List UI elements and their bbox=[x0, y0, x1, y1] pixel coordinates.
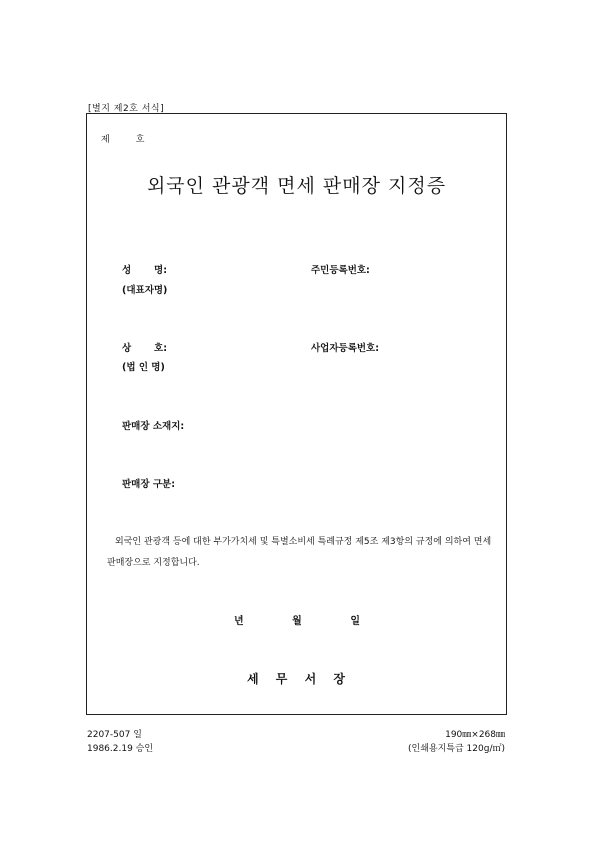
business-number-label: 사업자등록번호: bbox=[311, 343, 380, 354]
date-year-label: 년 bbox=[234, 616, 244, 627]
resident-number-label: 주민등록번호: bbox=[311, 265, 370, 276]
name-label-char1: 성 bbox=[122, 265, 132, 276]
trade-label-char2: 호: bbox=[154, 343, 167, 354]
corporation-name-label: (법 인 명) bbox=[122, 362, 165, 373]
certificate-frame bbox=[86, 113, 507, 715]
store-category-label: 판매장 구분: bbox=[122, 479, 175, 490]
name-field-label bbox=[122, 262, 167, 276]
trade-label-char1: 상 bbox=[122, 343, 132, 354]
issue-date bbox=[234, 612, 360, 627]
approval-date: 1986.2.19 승인 bbox=[87, 744, 154, 754]
date-month-label: 월 bbox=[292, 616, 302, 627]
document-number-suffix: 호 bbox=[135, 135, 145, 145]
trade-name-field-label bbox=[122, 340, 167, 354]
issuer-char-1: 세 bbox=[247, 672, 259, 686]
date-day-label: 일 bbox=[350, 616, 360, 627]
document-number-prefix: 제 bbox=[101, 135, 110, 145]
issuer-char-2: 무 bbox=[275, 672, 288, 686]
issuer-title bbox=[247, 670, 345, 687]
document-number bbox=[101, 132, 144, 145]
form-code: 2207-507 일 bbox=[87, 730, 142, 740]
issuer-char-4: 장 bbox=[333, 672, 345, 686]
form-number-label: [별지 제2호 서식] bbox=[88, 104, 165, 114]
representative-name-label: (대표자명) bbox=[122, 285, 168, 296]
paper-size: 190㎜×268㎜ bbox=[445, 730, 505, 740]
designation-statement: 외국인 관광객 등에 대한 부가가치세 및 특별소비세 특례규정 제5조 제3항의 규정에 의하여 면세 판매장으로 지정합니다. bbox=[107, 537, 492, 568]
paper-spec: (인쇄용지특급 120g/㎡) bbox=[408, 744, 505, 754]
issuer-char-3: 서 bbox=[304, 672, 317, 686]
name-label-char2: 명: bbox=[154, 265, 167, 276]
certificate-title: 외국인 관광객 면세 판매장 지정증 bbox=[146, 175, 447, 197]
store-location-label: 판매장 소재지: bbox=[122, 421, 185, 432]
